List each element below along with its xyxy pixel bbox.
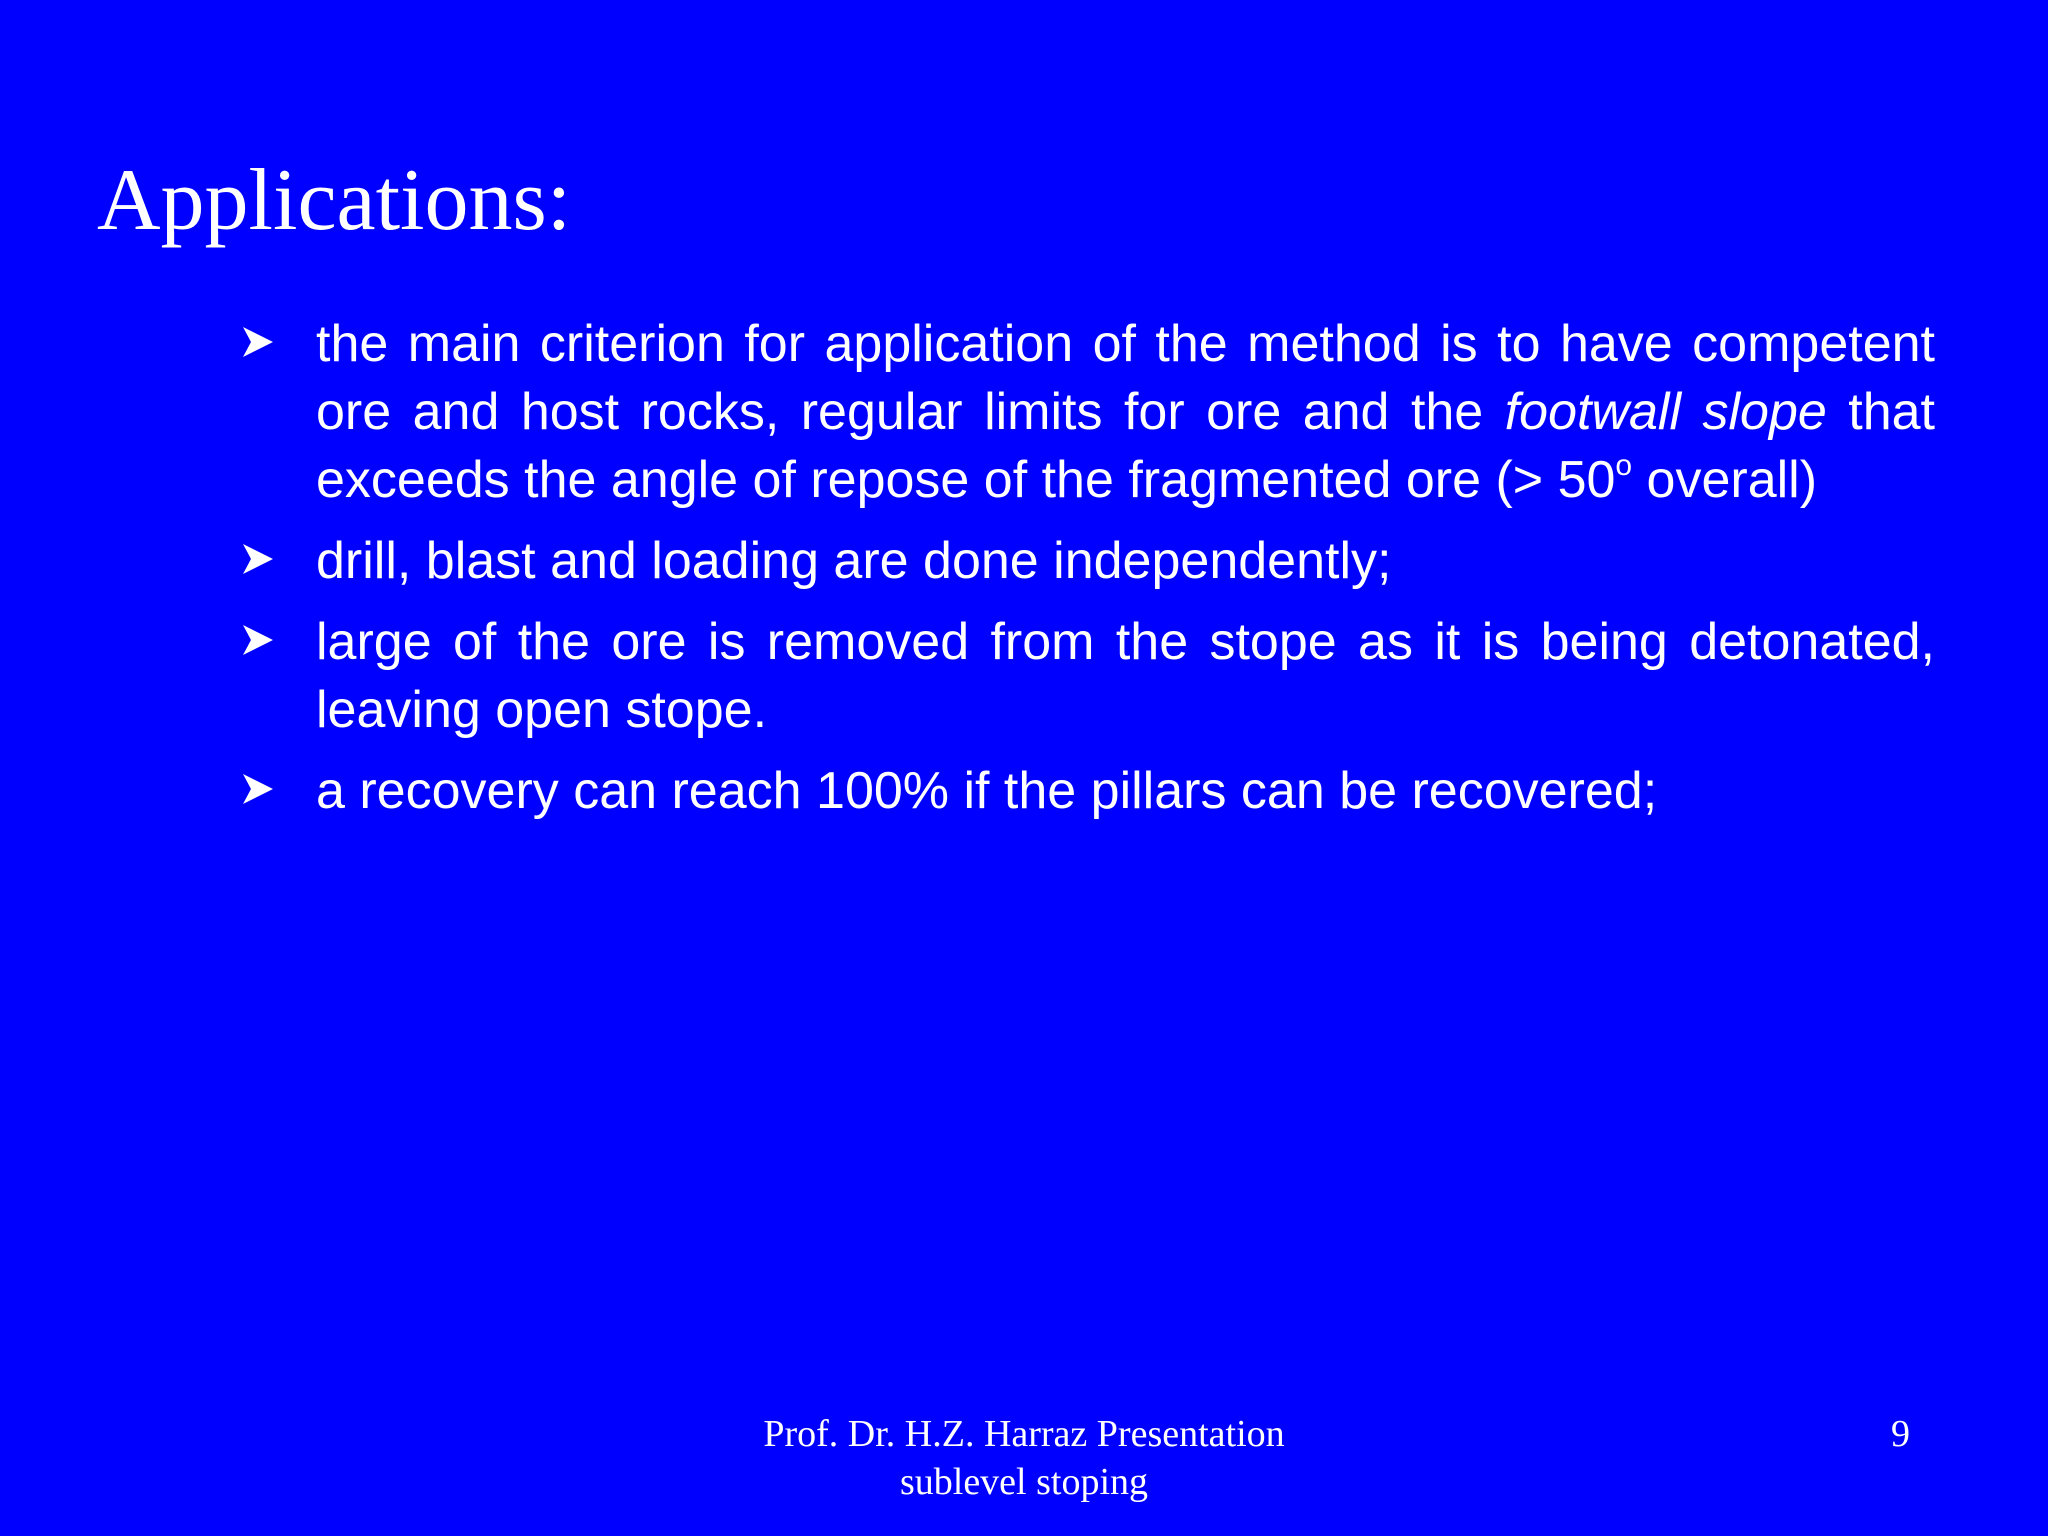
arrowhead-bullet-icon	[240, 608, 280, 676]
bullet-item	[240, 527, 1935, 595]
bullet-italic-text: footwall slope	[1504, 383, 1827, 441]
degree-superscript: o	[1615, 449, 1633, 482]
slide-title: Applications:	[97, 152, 572, 249]
footer-author: Prof. Dr. H.Z. Harraz Presentation	[763, 1413, 1285, 1455]
bullet-text: a recovery can reach 100% if the pillars can be recovered;	[316, 762, 1658, 820]
bullet-item	[240, 608, 1935, 744]
bullet-list	[240, 310, 1935, 838]
bullet-text: large of the ore is removed from the stope as it is being detonated, leaving open stope.	[316, 613, 1935, 739]
footer-topic: sublevel stoping	[899, 1461, 1149, 1503]
bullet-text	[316, 315, 1935, 509]
bullet-text-part: that exceeds the angle of repose of the fragmented ore (> 50	[316, 383, 1935, 509]
arrowhead-bullet-icon	[240, 757, 280, 825]
slide-number: 9	[1891, 1413, 1910, 1455]
bullet-item	[240, 310, 1935, 514]
footer	[640, 1410, 1408, 1506]
bullet-item	[240, 757, 1935, 825]
arrowhead-bullet-icon	[240, 310, 280, 378]
bullet-text-part: the main criterion for application of the method is to have competent ore and host rocks, regular limits for ore and the	[316, 315, 1935, 441]
arrowhead-bullet-icon	[240, 527, 280, 595]
bullet-text: drill, blast and loading are done independently;	[316, 532, 1392, 590]
bullet-text-part: overall)	[1632, 451, 1818, 509]
